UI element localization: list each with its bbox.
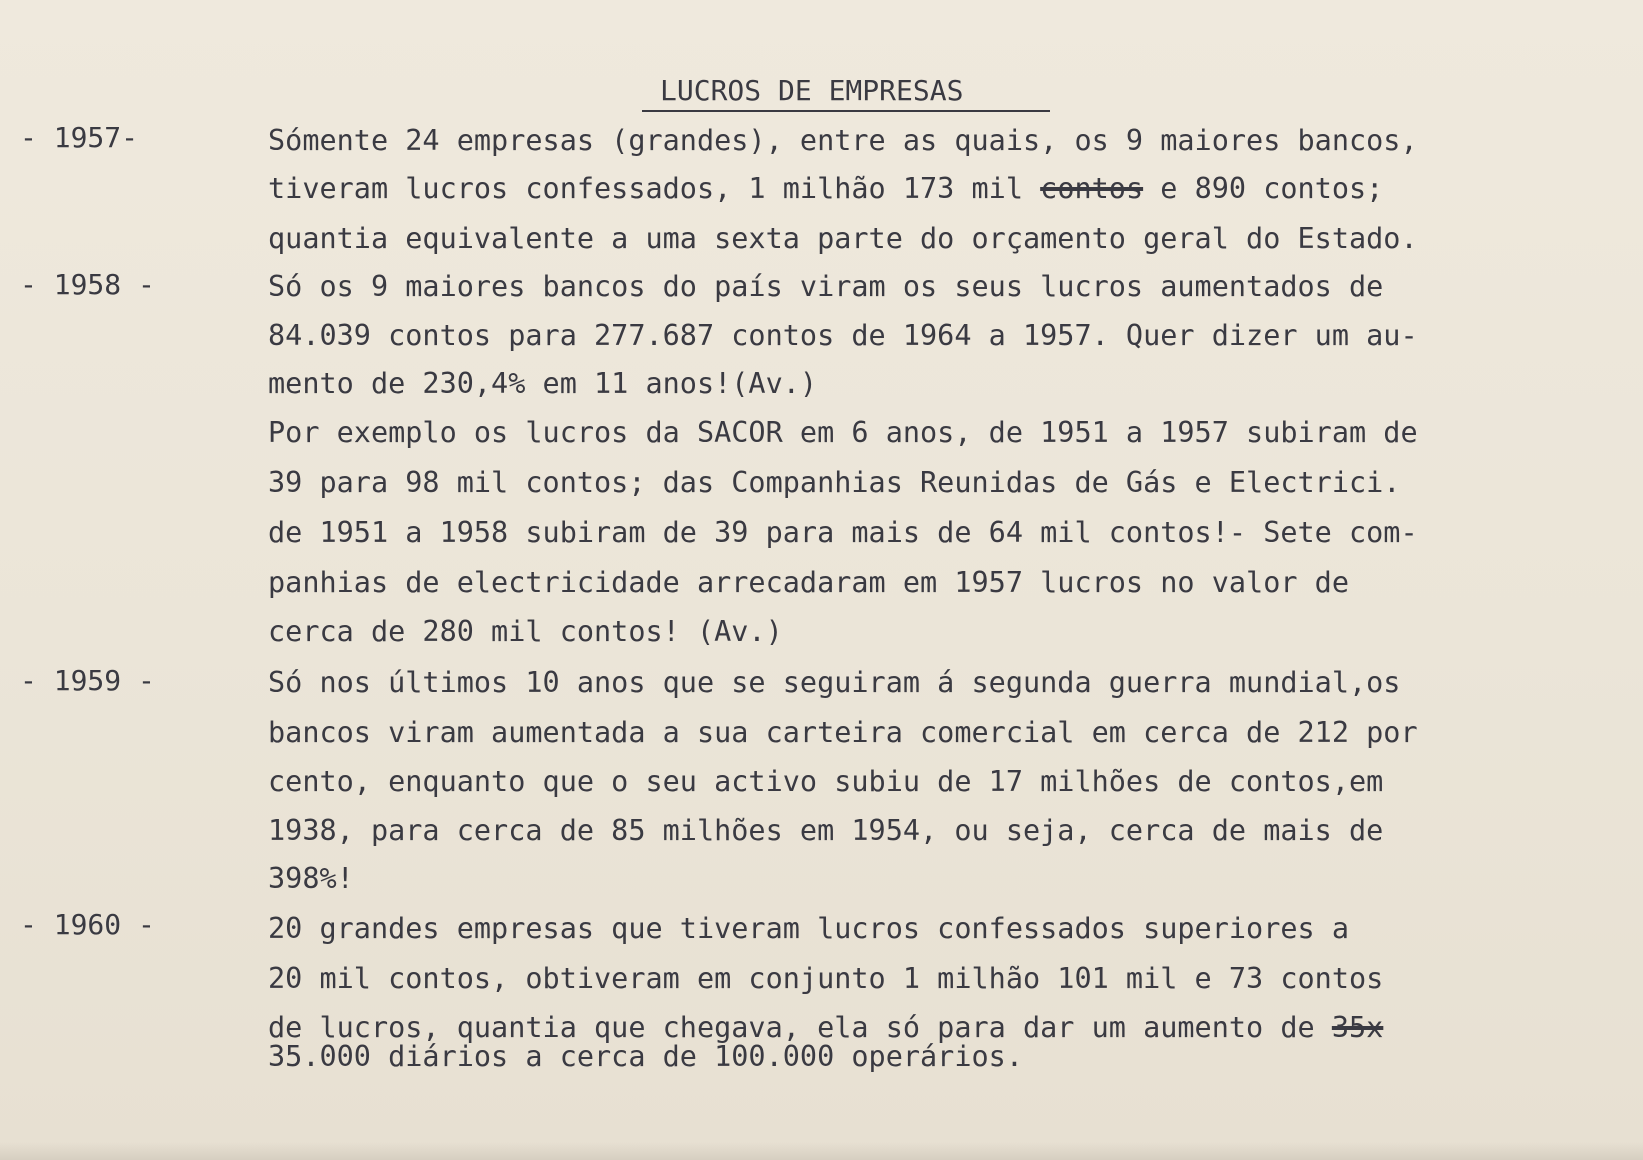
text-line: cerca de 280 mil contos! (Av.) — [268, 615, 783, 648]
text-line: 39 para 98 mil contos; das Companhias Reunidas de Gás e Electrici. — [268, 466, 1401, 499]
text-line: bancos viram aumentada a sua carteira comercial em cerca de 212 por — [268, 716, 1418, 749]
text-line: 20 grandes empresas que tiveram lucros confessados superiores a — [268, 912, 1349, 945]
text-line: de 1951 a 1958 subiram de 39 para mais de 64 mil contos!- Sete com- — [268, 516, 1418, 549]
text-line: quantia equivalente a uma sexta parte do orçamento geral do Estado. — [268, 222, 1418, 255]
year-1958: - 1958 - — [20, 268, 155, 301]
paper-bottom-edge — [0, 1142, 1643, 1160]
text-line: 398%! — [268, 862, 354, 895]
year-1960: - 1960 - — [20, 908, 155, 941]
text-line: 1938, para cerca de 85 milhões em 1954, ou seja, cerca de mais de — [268, 814, 1384, 847]
page-title: LUCROS DE EMPRESAS — [660, 74, 964, 107]
title-underline — [642, 110, 1050, 112]
text-line: cento, enquanto que o seu activo subiu de 17 milhões de contos,em — [268, 765, 1384, 798]
text-line: 84.039 contos para 277.687 contos de 1964 a 1957. Quer dizer um au- — [268, 319, 1418, 352]
text-line: Só nos últimos 10 anos que se seguiram á segunda guerra mundial,os — [268, 666, 1401, 699]
text-fragment: tiveram lucros confessados, 1 milhão 173 mil — [268, 172, 1023, 205]
text-line: panhias de electricidade arrecadaram em 1957 lucros no valor de — [268, 566, 1349, 599]
text-line: Sómente 24 empresas (grandes), entre as quais, os 9 maiores bancos, — [268, 124, 1418, 157]
text-line: mento de 230,4% em 11 anos!(Av.) — [268, 367, 818, 400]
struck-out-word: contos — [1040, 172, 1144, 205]
text-line: 20 mil contos, obtiveram em conjunto 1 milhão 101 mil e 73 contos — [268, 962, 1384, 995]
text-fragment: de lucros, quantia que chegava, ela só para dar um aumento de — [268, 1011, 1315, 1044]
text-line: Por exemplo os lucros da SACOR em 6 anos, de 1951 a 1957 subiram de — [268, 416, 1418, 449]
text-line — [268, 172, 1383, 205]
year-1959: - 1959 - — [20, 664, 155, 697]
text-line: 35.000 diários a cerca de 100.000 operários. — [268, 1040, 1023, 1073]
struck-out-word: 35x — [1331, 1011, 1384, 1044]
text-line: Só os 9 maiores bancos do país viram os seus lucros aumentados de — [268, 270, 1384, 303]
text-fragment: e 890 contos; — [1160, 172, 1384, 205]
year-1957: - 1957- — [20, 121, 139, 154]
